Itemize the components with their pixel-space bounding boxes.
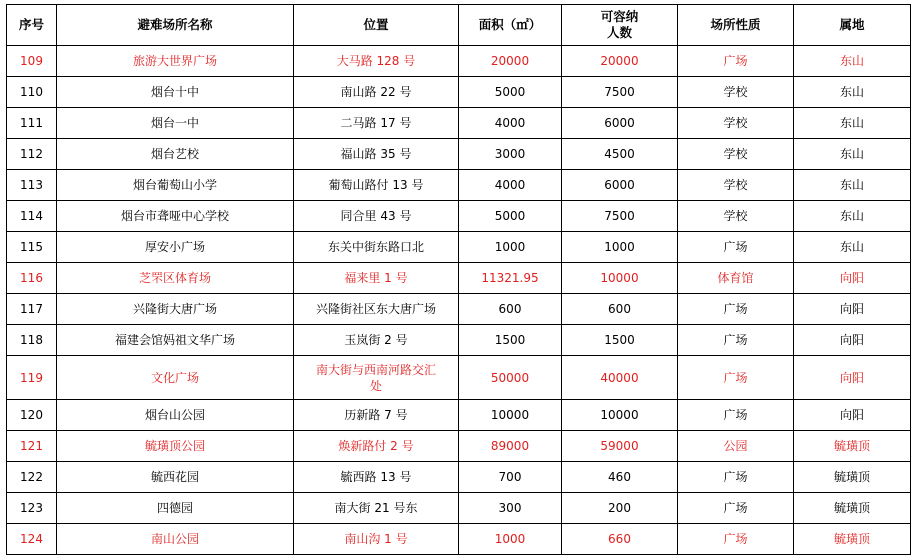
cell-district: 向阳 bbox=[794, 400, 911, 431]
cell-area: 10000 bbox=[459, 400, 562, 431]
cell-location: 南大街 21 号东 bbox=[294, 493, 459, 524]
cell-type: 广场 bbox=[678, 325, 794, 356]
cell-capacity: 7500 bbox=[562, 77, 678, 108]
table-header bbox=[7, 5, 911, 46]
cell-area: 5000 bbox=[459, 201, 562, 232]
cell-location: 福来里 1 号 bbox=[294, 263, 459, 294]
cell-index: 117 bbox=[7, 294, 57, 325]
cell-district: 向阳 bbox=[794, 263, 911, 294]
cell-name: 烟台葡萄山小学 bbox=[57, 170, 294, 201]
header-row bbox=[7, 5, 911, 46]
cell-index: 110 bbox=[7, 77, 57, 108]
cell-capacity: 10000 bbox=[562, 400, 678, 431]
cell-area: 3000 bbox=[459, 139, 562, 170]
cell-name: 烟台山公园 bbox=[57, 400, 294, 431]
cell-name: 四德园 bbox=[57, 493, 294, 524]
cell-area: 11321.95 bbox=[459, 263, 562, 294]
cell-location: 历新路 7 号 bbox=[294, 400, 459, 431]
cell-name: 芝罘区体育场 bbox=[57, 263, 294, 294]
cell-index: 113 bbox=[7, 170, 57, 201]
cell-name: 毓璜顶公园 bbox=[57, 431, 294, 462]
cell-type: 广场 bbox=[678, 356, 794, 400]
header-type: 场所性质 bbox=[678, 5, 794, 46]
cell-name: 南山公园 bbox=[57, 524, 294, 555]
cell-capacity: 1000 bbox=[562, 232, 678, 263]
cell-type: 广场 bbox=[678, 46, 794, 77]
shelter-table-container bbox=[6, 4, 911, 555]
cell-district: 东山 bbox=[794, 139, 911, 170]
cell-index: 120 bbox=[7, 400, 57, 431]
cell-type: 广场 bbox=[678, 294, 794, 325]
cell-name: 厚安小广场 bbox=[57, 232, 294, 263]
shelter-table bbox=[6, 4, 911, 555]
cell-area: 1500 bbox=[459, 325, 562, 356]
cell-name: 毓西花园 bbox=[57, 462, 294, 493]
cell-type: 学校 bbox=[678, 77, 794, 108]
header-area: 面积（㎡） bbox=[459, 5, 562, 46]
cell-district: 东山 bbox=[794, 77, 911, 108]
cell-capacity: 59000 bbox=[562, 431, 678, 462]
cell-location: 兴隆街社区东大唐广场 bbox=[294, 294, 459, 325]
cell-area: 4000 bbox=[459, 108, 562, 139]
table-row bbox=[7, 294, 911, 325]
cell-capacity: 600 bbox=[562, 294, 678, 325]
header-location: 位置 bbox=[294, 5, 459, 46]
table-row bbox=[7, 201, 911, 232]
table-row bbox=[7, 524, 911, 555]
table-row bbox=[7, 400, 911, 431]
cell-index: 123 bbox=[7, 493, 57, 524]
header-index: 序号 bbox=[7, 5, 57, 46]
cell-area: 1000 bbox=[459, 232, 562, 263]
cell-capacity: 6000 bbox=[562, 108, 678, 139]
cell-district: 毓璜顶 bbox=[794, 493, 911, 524]
cell-type: 广场 bbox=[678, 462, 794, 493]
cell-capacity: 660 bbox=[562, 524, 678, 555]
cell-district: 毓璜顶 bbox=[794, 431, 911, 462]
cell-location: 葡萄山路付 13 号 bbox=[294, 170, 459, 201]
cell-district: 向阳 bbox=[794, 356, 911, 400]
cell-location: 南大街与西南河路交汇 处 bbox=[294, 356, 459, 400]
cell-name: 烟台十中 bbox=[57, 77, 294, 108]
cell-index: 115 bbox=[7, 232, 57, 263]
header-name: 避难场所名称 bbox=[57, 5, 294, 46]
table-row bbox=[7, 263, 911, 294]
cell-capacity: 200 bbox=[562, 493, 678, 524]
table-body bbox=[7, 46, 911, 555]
cell-district: 东山 bbox=[794, 201, 911, 232]
cell-type: 学校 bbox=[678, 108, 794, 139]
cell-area: 300 bbox=[459, 493, 562, 524]
cell-location: 二马路 17 号 bbox=[294, 108, 459, 139]
cell-name: 旅游大世界广场 bbox=[57, 46, 294, 77]
cell-district: 向阳 bbox=[794, 325, 911, 356]
header-capacity: 可容纳 人数 bbox=[562, 5, 678, 46]
cell-capacity: 460 bbox=[562, 462, 678, 493]
cell-district: 东山 bbox=[794, 46, 911, 77]
table-row bbox=[7, 232, 911, 263]
cell-name: 烟台市聋哑中心学校 bbox=[57, 201, 294, 232]
cell-type: 广场 bbox=[678, 493, 794, 524]
cell-area: 600 bbox=[459, 294, 562, 325]
cell-capacity: 1500 bbox=[562, 325, 678, 356]
header-district: 属地 bbox=[794, 5, 911, 46]
cell-index: 119 bbox=[7, 356, 57, 400]
cell-index: 118 bbox=[7, 325, 57, 356]
table-row bbox=[7, 325, 911, 356]
cell-index: 114 bbox=[7, 201, 57, 232]
cell-capacity: 6000 bbox=[562, 170, 678, 201]
cell-name: 烟台一中 bbox=[57, 108, 294, 139]
cell-district: 毓璜顶 bbox=[794, 462, 911, 493]
table-row bbox=[7, 170, 911, 201]
cell-type: 广场 bbox=[678, 400, 794, 431]
table-row bbox=[7, 462, 911, 493]
cell-area: 20000 bbox=[459, 46, 562, 77]
cell-index: 112 bbox=[7, 139, 57, 170]
cell-capacity: 7500 bbox=[562, 201, 678, 232]
cell-district: 毓璜顶 bbox=[794, 524, 911, 555]
cell-area: 89000 bbox=[459, 431, 562, 462]
cell-type: 学校 bbox=[678, 139, 794, 170]
cell-name: 福建会馆妈祖文华广场 bbox=[57, 325, 294, 356]
cell-location: 福山路 35 号 bbox=[294, 139, 459, 170]
cell-type: 广场 bbox=[678, 232, 794, 263]
table-row bbox=[7, 139, 911, 170]
cell-area: 5000 bbox=[459, 77, 562, 108]
cell-capacity: 4500 bbox=[562, 139, 678, 170]
cell-index: 124 bbox=[7, 524, 57, 555]
cell-location: 东关中街东路口北 bbox=[294, 232, 459, 263]
cell-name: 兴隆街大唐广场 bbox=[57, 294, 294, 325]
cell-area: 4000 bbox=[459, 170, 562, 201]
cell-name: 烟台艺校 bbox=[57, 139, 294, 170]
cell-location: 南山沟 1 号 bbox=[294, 524, 459, 555]
table-row bbox=[7, 493, 911, 524]
cell-location: 同合里 43 号 bbox=[294, 201, 459, 232]
cell-type: 学校 bbox=[678, 201, 794, 232]
cell-capacity: 20000 bbox=[562, 46, 678, 77]
cell-type: 体育馆 bbox=[678, 263, 794, 294]
cell-index: 116 bbox=[7, 263, 57, 294]
cell-type: 广场 bbox=[678, 524, 794, 555]
cell-index: 121 bbox=[7, 431, 57, 462]
cell-location: 毓西路 13 号 bbox=[294, 462, 459, 493]
table-row bbox=[7, 46, 911, 77]
cell-district: 向阳 bbox=[794, 294, 911, 325]
cell-capacity: 10000 bbox=[562, 263, 678, 294]
cell-index: 122 bbox=[7, 462, 57, 493]
cell-name: 文化广场 bbox=[57, 356, 294, 400]
cell-index: 111 bbox=[7, 108, 57, 139]
cell-location: 玉岚街 2 号 bbox=[294, 325, 459, 356]
table-row bbox=[7, 77, 911, 108]
table-row bbox=[7, 356, 911, 400]
cell-district: 东山 bbox=[794, 232, 911, 263]
cell-area: 50000 bbox=[459, 356, 562, 400]
cell-location: 大马路 128 号 bbox=[294, 46, 459, 77]
cell-location: 南山路 22 号 bbox=[294, 77, 459, 108]
table-row bbox=[7, 431, 911, 462]
cell-district: 东山 bbox=[794, 170, 911, 201]
cell-index: 109 bbox=[7, 46, 57, 77]
cell-capacity: 40000 bbox=[562, 356, 678, 400]
cell-area: 1000 bbox=[459, 524, 562, 555]
table-row bbox=[7, 108, 911, 139]
cell-location: 焕新路付 2 号 bbox=[294, 431, 459, 462]
cell-type: 学校 bbox=[678, 170, 794, 201]
cell-district: 东山 bbox=[794, 108, 911, 139]
cell-area: 700 bbox=[459, 462, 562, 493]
cell-type: 公园 bbox=[678, 431, 794, 462]
